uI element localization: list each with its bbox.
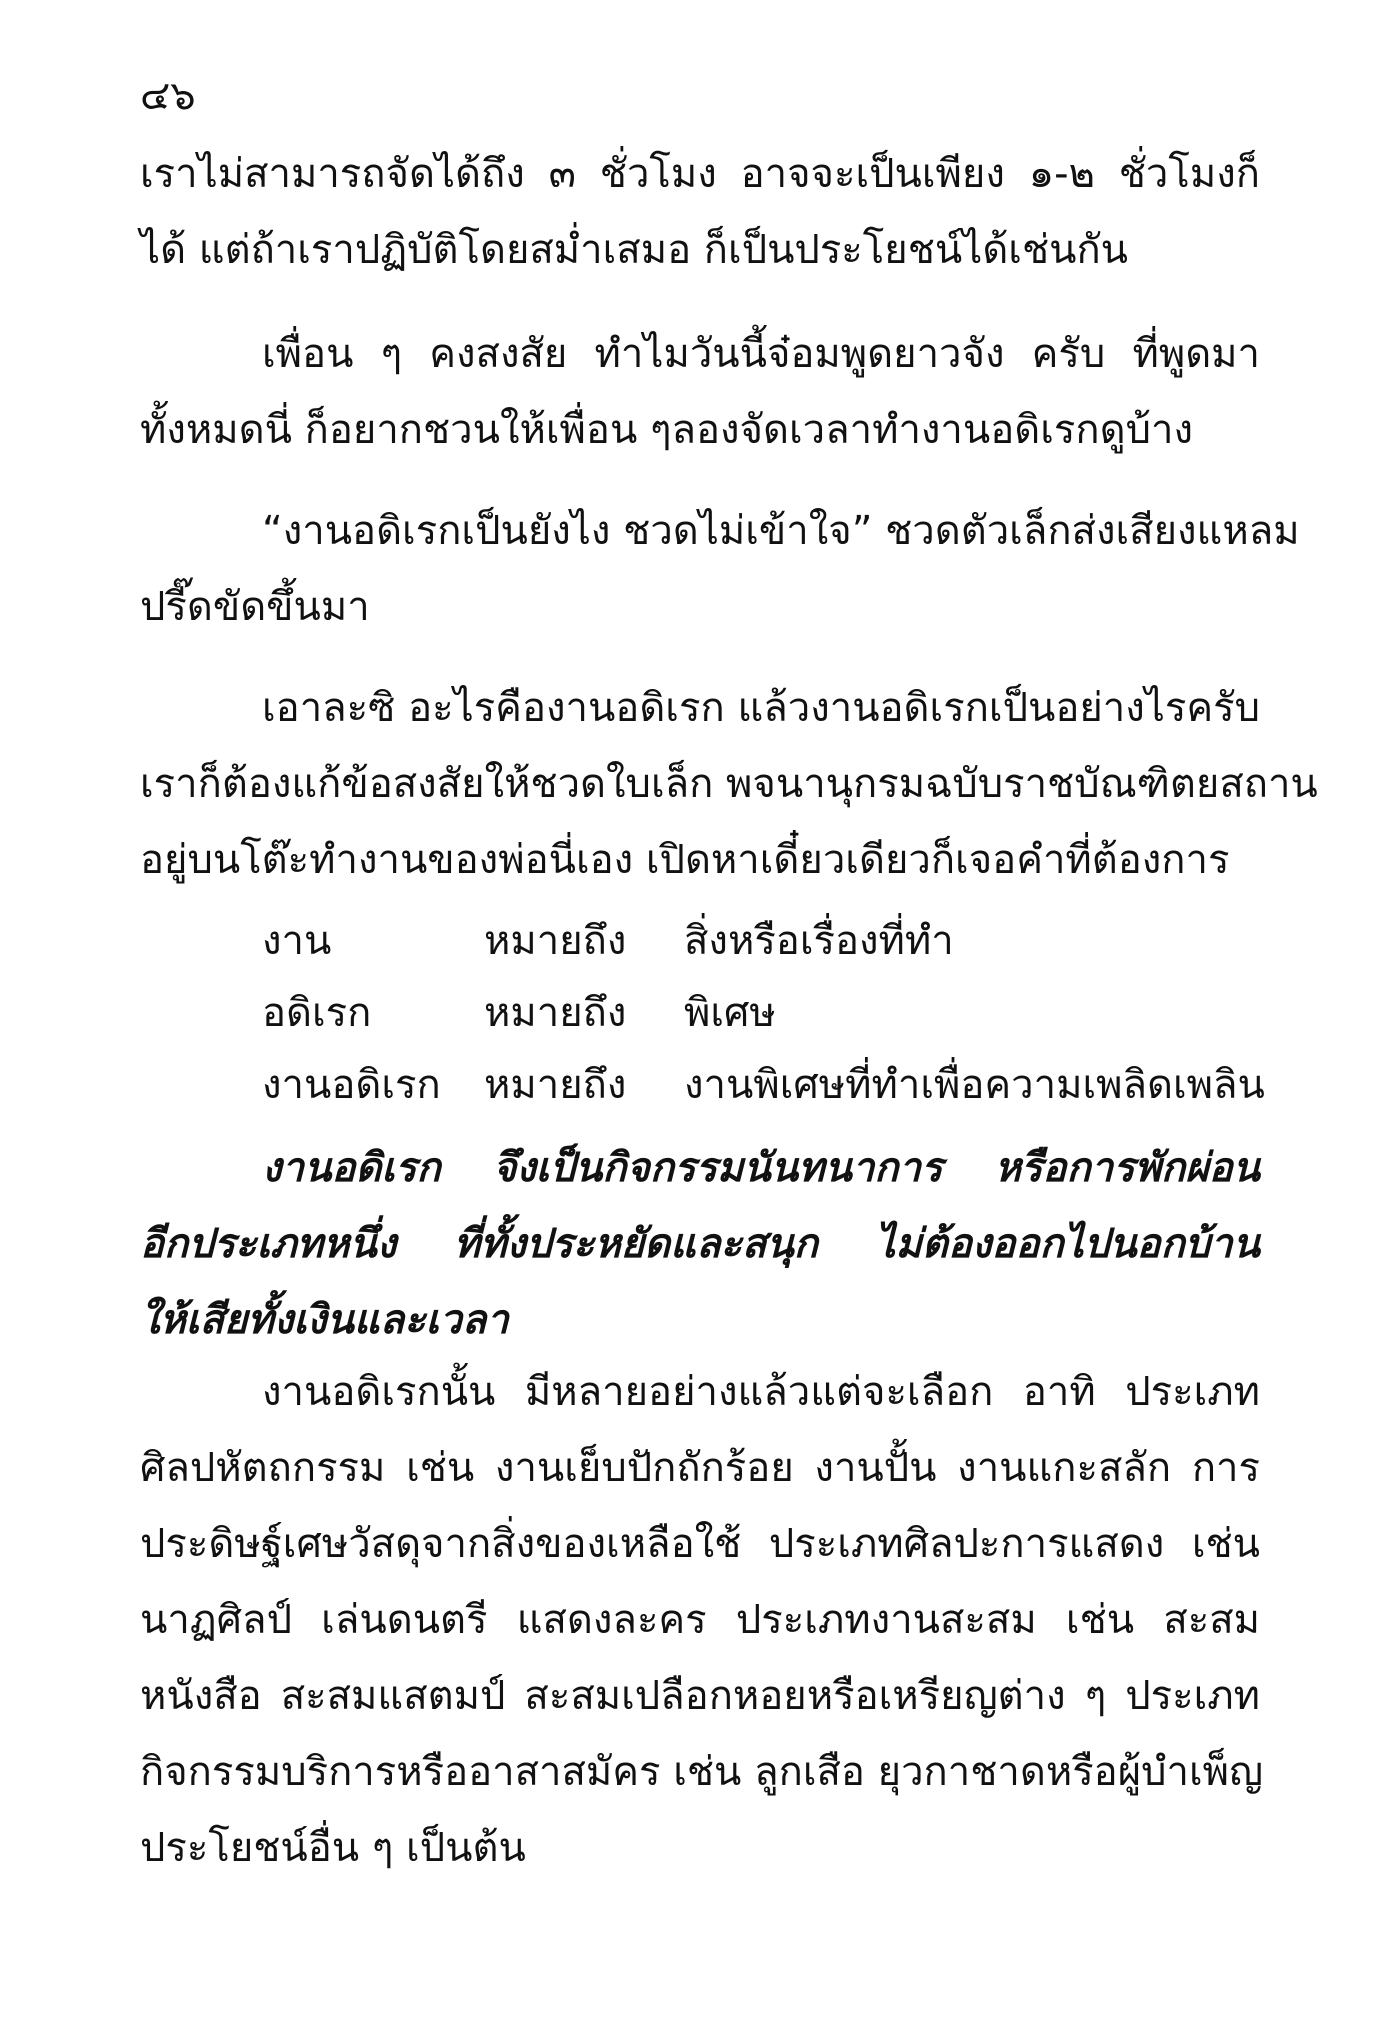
paragraph-line: เราไม่สามารถจัดได้ถึง ๓ ชั่วโมง อาจจะเป็นเพียง ๑-๒ ชั่วโมงก็ (140, 151, 1260, 197)
paragraph-1 (140, 136, 1260, 288)
paragraph-line: เอาละซิ อะไรคืองานอดิเรก แล้วงานอดิเรกเป็นอย่างไรครับ (262, 685, 1260, 731)
paragraph-line: ได้ แต่ถ้าเราปฏิบัติโดยสม่ำเสมอ ก็เป็นประโยชน์ได้เช่นกัน (140, 227, 1129, 273)
paragraph-line: งานอดิเรก จึงเป็นกิจกรรมนันทนาการ หรือการพักผ่อน (262, 1145, 1260, 1191)
definition-verb: หมายถึง (484, 990, 627, 1036)
paragraph-line: อยู่บนโต๊ะทำงานของพ่อนี่เอง เปิดหาเดี๋ยวเดียวก็เจอคำที่ต้องการ (140, 837, 1230, 883)
definition-verb: หมายถึง (484, 918, 627, 964)
page-number: ๔๖ (140, 73, 196, 119)
definition-term: งานอดิเรก (262, 1062, 441, 1108)
paragraph-line: ประโยชน์อื่น ๆ เป็นต้น (140, 1825, 526, 1871)
definition-row (262, 977, 1265, 1049)
paragraph-line: ทั้งหมดนี่ ก็อยากชวนให้เพื่อน ๆลองจัดเวลาทำงานอดิเรกดูบ้าง (140, 407, 1193, 453)
definition-term: งาน (262, 918, 332, 964)
definition-meaning: งานพิเศษที่ทำเพื่อความเพลิดเพลิน (684, 1062, 1265, 1108)
paragraph-2 (140, 316, 1260, 468)
definition-row (262, 905, 1265, 977)
definition-list (262, 905, 1265, 1121)
paragraph-line: ศิลปหัตถกรรม เช่น งานเย็บปักถักร้อย งานปั้น งานแกะสลัก การ (140, 1445, 1260, 1491)
paragraph-line: เราก็ต้องแก้ข้อสงสัยให้ชวดใบเล็ก พจนานุกรมฉบับราชบัณฑิตยสถาน (140, 761, 1318, 807)
paragraph-line: ปรี๊ดขัดขึ้นมา (140, 584, 370, 630)
paragraph-line: “งานอดิเรกเป็นยังไง ชวดไม่เข้าใจ” ชวดตัวเล็กส่งเสียงแหลม (262, 508, 1300, 554)
paragraph-line: เพื่อน ๆ คงสงสัย ทำไมวันนี้จ๋อมพูดยาวจัง ครับ ที่พูดมา (262, 331, 1260, 377)
paragraph-line: หนังสือ สะสมแสตมป์ สะสมเปลือกหอยหรือเหรียญต่าง ๆ ประเภท (140, 1673, 1260, 1719)
paragraph-line: นาฏศิลป์ เล่นดนตรี แสดงละคร ประเภทงานสะสม เช่น สะสม (140, 1597, 1260, 1643)
paragraph-6 (140, 1354, 1264, 1886)
definition-term: อดิเรก (262, 990, 372, 1036)
paragraph-line: ให้เสียทั้งเงินและเวลา (140, 1297, 509, 1343)
definition-meaning: สิ่งหรือเรื่องที่ทำ (684, 918, 954, 964)
paragraph-line: กิจกรรมบริการหรืออาสาสมัคร เช่น ลูกเสือ ยุวกาชาดหรือผู้บำเพ็ญ (140, 1749, 1264, 1795)
paragraph-5-emphasis (140, 1130, 1260, 1358)
paragraph-4 (140, 670, 1318, 898)
definition-meaning: พิเศษ (684, 990, 776, 1036)
definition-row (262, 1049, 1265, 1121)
paragraph-line: ประดิษฐ์เศษวัสดุจากสิ่งของเหลือใช้ ประเภทศิลปะการแสดง เช่น (140, 1521, 1260, 1567)
paragraph-line: งานอดิเรกนั้น มีหลายอย่างแล้วแต่จะเลือก อาทิ ประเภท (262, 1369, 1260, 1415)
definition-verb: หมายถึง (484, 1062, 627, 1108)
paragraph-3 (140, 493, 1300, 645)
paragraph-line: อีกประเภทหนึ่ง ที่ทั้งประหยัดและสนุก ไม่ต้องออกไปนอกบ้าน (140, 1221, 1260, 1267)
